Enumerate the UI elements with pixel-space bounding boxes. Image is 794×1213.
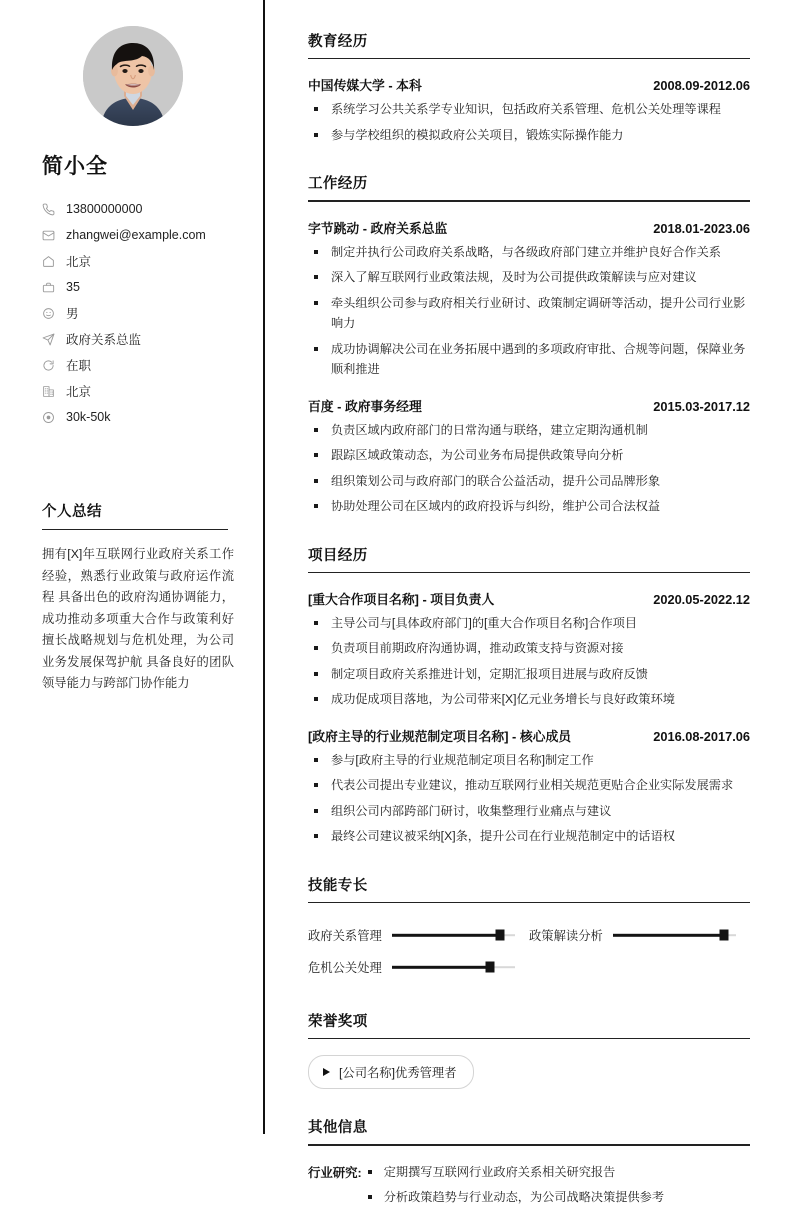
- skills-divider: [308, 902, 750, 903]
- bullet-item: 跟踪区域政策动态，为公司业务布局提供政策导向分析: [308, 445, 750, 466]
- education-entry: [308, 75, 750, 145]
- contact-item-email: [42, 222, 225, 248]
- summary-section: [40, 500, 234, 695]
- entry-date: 2008.09-2012.06: [653, 78, 750, 94]
- education-section: [308, 30, 750, 145]
- contact-value-city: 北京: [66, 385, 92, 399]
- other-group-label: 行业研究:: [308, 1165, 362, 1180]
- spacer: [308, 852, 750, 874]
- skills-section: [308, 874, 750, 983]
- entry-date: 2015.03-2017.12: [653, 398, 750, 414]
- bullet-item: 分析政策趋势与行业动态，为公司战略决策提供参考: [362, 1187, 750, 1208]
- honors-divider: [308, 1038, 750, 1039]
- sidebar: [0, 0, 265, 1134]
- building-icon: [42, 385, 55, 398]
- portrait-photo-icon: [83, 26, 183, 126]
- bullet-item: 系统学习公共关系学专业知识，包括政府关系管理、危机公关处理等课程: [308, 99, 750, 120]
- spacer: [308, 150, 750, 172]
- skill-slider[interactable]: [613, 930, 736, 940]
- skill-slider[interactable]: [392, 962, 515, 972]
- entry-bullets: [308, 750, 750, 847]
- contact-value-salary: 30k-50k: [66, 410, 111, 424]
- entry-title: 百度 - 政府事务经理: [308, 398, 422, 414]
- avatar: [83, 26, 183, 126]
- candidate-name: 简小全: [42, 155, 108, 178]
- main-content: [265, 0, 794, 1205]
- work-section: [308, 172, 750, 516]
- bullet-item: 参与[政府主导的行业规范制定项目名称]制定工作: [308, 750, 750, 771]
- entry-header: [308, 726, 750, 745]
- skills-grid: [308, 919, 750, 983]
- education-heading: 教育经历: [308, 34, 368, 50]
- entry-bullets: [308, 99, 750, 145]
- entry-title: [重大合作项目名称] - 项目负责人: [308, 591, 495, 607]
- bullet-item: 参与学校组织的模拟政府公关项目，锻炼实际操作能力: [308, 125, 750, 146]
- contact-value-email: zhangwei@example.com: [66, 228, 206, 242]
- summary-text: 拥有[X]年互联网行业政府关系工作经验，熟悉行业政策与政府运作流程 具备出色的政府沟通协调能力，成功推动多项重大合作与政策利好 擅长战略规划与危机处理，为公司业务发展保驾护航 具备良好的团队领导能力与跨部门协作能力: [42, 547, 234, 691]
- slider-fill: [392, 934, 500, 936]
- contact-value-status: 在职: [66, 359, 92, 373]
- phone-icon: [42, 203, 55, 216]
- skill-item: [529, 919, 750, 951]
- skill-item: [308, 919, 529, 951]
- other-heading: 其他信息: [308, 1120, 368, 1137]
- slider-fill: [392, 966, 491, 968]
- skill-label: 危机公关处理: [308, 961, 382, 976]
- work-heading: 工作经历: [308, 176, 368, 193]
- work-entry: [308, 218, 750, 380]
- bullet-item: 组织公司内部跨部门研讨，收集整理行业痛点与建议: [308, 801, 750, 822]
- skills-heading: 技能专长: [308, 877, 368, 894]
- bullet-item: 成功协调解决公司在业务拓展中遇到的多项政府审批、合规等问题，保障业务顺利推进: [308, 339, 750, 380]
- bullet-item: 制定项目政府关系推进计划，定期汇报项目进展与政府反馈: [308, 664, 750, 685]
- target-icon: [42, 411, 55, 424]
- honors-list: [308, 1055, 750, 1089]
- contact-value-gender: 男: [66, 307, 79, 321]
- home-icon: [42, 255, 55, 268]
- play-triangle-icon: [323, 1068, 330, 1076]
- refresh-icon: [42, 359, 55, 372]
- entry-title: [政府主导的行业规范制定项目名称] - 核心成员: [308, 728, 572, 744]
- contact-item-salary: [42, 404, 225, 430]
- honors-heading: 荣誉奖项: [308, 1014, 368, 1031]
- bullet-item: 负责区域内政府部门的日常沟通与联络，建立定期沟通机制: [308, 420, 750, 441]
- entry-date: 2016.08-2017.06: [653, 728, 750, 744]
- entry-header: [308, 396, 750, 415]
- entry-title: 字节跳动 - 政府关系总监: [308, 220, 448, 236]
- spacer: [308, 522, 750, 544]
- contact-value-age: 35: [66, 280, 80, 294]
- contact-item-phone: [42, 196, 225, 222]
- bullet-item: 深入了解互联网行业政策法规，及时为公司提供政策解读与应对建议: [308, 267, 750, 288]
- bullet-item: 制定并执行公司政府关系战略，与各级政府部门建立并维护良好合作关系: [308, 242, 750, 263]
- entry-header: [308, 218, 750, 237]
- project-entry: [308, 589, 750, 710]
- face-icon: [42, 307, 55, 320]
- bullet-item: 成功促成项目落地，为公司带来[X]亿元业务增长与良好政策环境: [308, 689, 750, 710]
- honor-badge[interactable]: [308, 1055, 474, 1089]
- entry-title: 中国传媒大学 - 本科: [308, 78, 422, 94]
- contact-list: [42, 196, 225, 430]
- spacer: [308, 1094, 750, 1116]
- bullet-item: 协助处理公司在区域内的政府投诉与纠纷，维护公司合法权益: [308, 496, 750, 517]
- work-divider: [308, 200, 750, 201]
- envelope-icon: [42, 229, 55, 242]
- work-entry: [308, 396, 750, 517]
- honor-label: [公司名称]优秀管理者: [339, 1066, 457, 1081]
- skill-slider[interactable]: [392, 930, 515, 940]
- contact-item-position: [42, 326, 225, 352]
- honors-section: [308, 1010, 750, 1089]
- skill-label: 政府关系管理: [308, 929, 382, 944]
- skill-label: 政策解读分析: [529, 929, 603, 944]
- bullet-item: 代表公司提出专业建议，推动互联网行业相关规范更贴合企业实际发展需求: [308, 775, 750, 796]
- entry-header: [308, 75, 750, 94]
- other-group: [308, 1162, 750, 1213]
- bullet-item: 定期撰写互联网行业政府关系相关研究报告: [362, 1162, 750, 1183]
- contact-item-age: [42, 274, 225, 300]
- spacer: [308, 988, 750, 1010]
- briefcase-icon: [42, 281, 55, 294]
- bullet-item: 主导公司与[具体政府部门]的[重大合作项目名称]合作项目: [308, 613, 750, 634]
- summary-divider: [42, 529, 228, 530]
- bullet-item: 最终公司建议被采纳[X]条，提升公司在行业规范制定中的话语权: [308, 826, 750, 847]
- entry-date: 2020.05-2022.12: [653, 591, 750, 607]
- entry-bullets: [308, 242, 750, 380]
- bullet-item: 组织策划公司与政府部门的联合公益活动，提升公司品牌形象: [308, 471, 750, 492]
- contact-value-position: 政府关系总监: [66, 333, 142, 347]
- paper-plane-icon: [42, 333, 55, 346]
- projects-section: [308, 544, 750, 847]
- entry-date: 2018.01-2023.06: [653, 220, 750, 236]
- other-group-items: [362, 1162, 750, 1213]
- education-divider: [308, 58, 750, 59]
- projects-divider: [308, 572, 750, 573]
- slider-knob[interactable]: [496, 930, 505, 941]
- slider-knob[interactable]: [486, 962, 495, 973]
- slider-fill: [613, 934, 724, 936]
- entry-bullets: [308, 420, 750, 517]
- projects-heading: 项目经历: [308, 547, 368, 564]
- bullet-item: 负责项目前期政府沟通协调，推动政策支持与资源对接: [308, 638, 750, 659]
- avatar-wrapper: [40, 26, 225, 126]
- contact-item-status: [42, 352, 225, 378]
- project-entry: [308, 726, 750, 847]
- contact-item-city: [42, 378, 225, 404]
- other-divider: [308, 1144, 750, 1145]
- other-section: [308, 1116, 750, 1212]
- entry-bullets: [308, 613, 750, 710]
- bullet-item: 牵头组织公司参与政府相关行业研讨、政策制定调研等活动，提升公司行业影响力: [308, 293, 750, 334]
- contact-item-gender: [42, 300, 225, 326]
- entry-header: [308, 589, 750, 608]
- slider-knob[interactable]: [719, 930, 728, 941]
- skill-item: [308, 951, 529, 983]
- contact-value-phone: 13800000000: [66, 202, 143, 216]
- contact-value-location: 北京: [66, 255, 92, 269]
- contact-item-location: [42, 248, 225, 274]
- summary-heading: 个人总结: [42, 504, 102, 520]
